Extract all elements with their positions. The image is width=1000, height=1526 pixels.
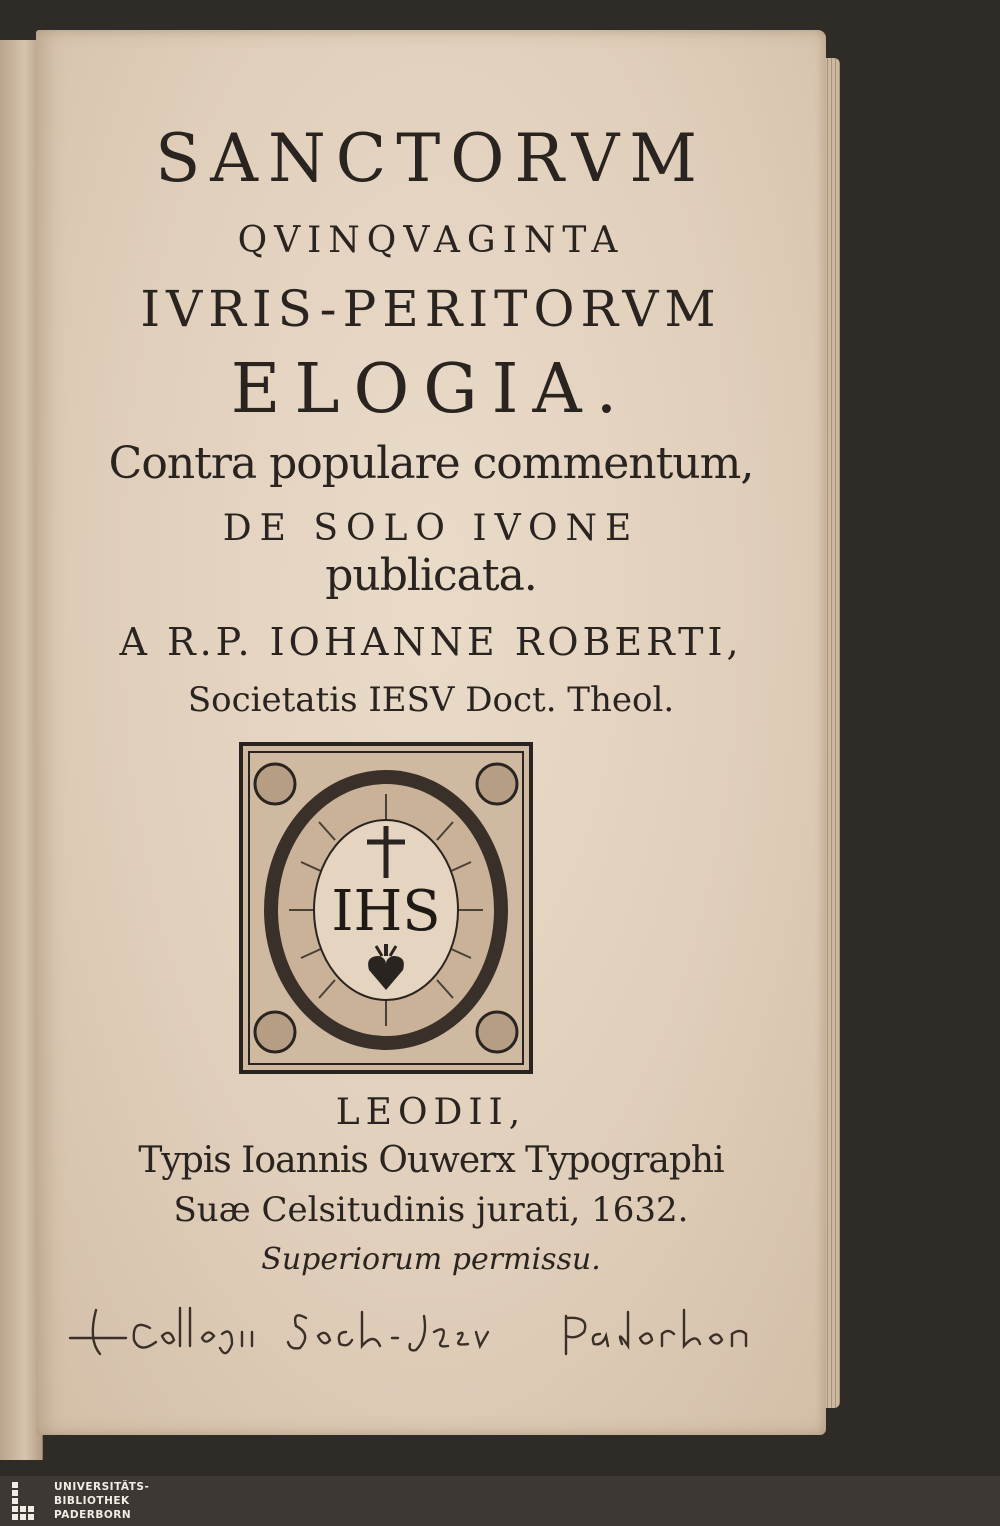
subtitle-line-3: publicata. <box>325 550 537 601</box>
title-line-2: QVINQVAGINTA <box>237 220 625 261</box>
logo-line-1: UNIVERSITÄTS- <box>54 1481 150 1493</box>
author-affiliation: Societatis IESV Doct. Theol. <box>187 680 675 720</box>
ihs-monogram: IHS <box>331 879 441 944</box>
title-line-1: SANCTORVM <box>155 120 707 197</box>
library-logo-icon <box>12 1482 48 1520</box>
subtitle-line-1: Contra populare commentum, <box>108 438 754 489</box>
title-line-3: IVRIS-PERITORVM <box>140 280 722 338</box>
logo-line-3: PADERBORN <box>54 1509 132 1521</box>
title-line-4: ELOGIA. <box>230 350 632 429</box>
subtitle-line-2: DE SOLO IVONE <box>222 508 640 549</box>
title-page <box>36 30 826 1435</box>
library-logo-bar <box>0 1476 1000 1526</box>
imprint-printer: Typis Ioannis Ouwerx Typographi <box>138 1140 724 1181</box>
author-line: A R.P. IOHANNE ROBERTI, <box>119 620 743 664</box>
imprint-city: LEODII, <box>335 1092 527 1133</box>
handwritten-note-text: Collegii Soc. Jesu Paderborn <box>56 1288 71 1289</box>
ihs-emblem-woodcut <box>239 742 533 1074</box>
logo-line-2: BIBLIOTHEK <box>54 1495 130 1507</box>
handwritten-ownership-note <box>56 1288 756 1368</box>
imprint-date: Suæ Celsitudinis jurati, 1632. <box>173 1190 689 1230</box>
imprint-permission: Superiorum permissu. <box>261 1242 601 1277</box>
